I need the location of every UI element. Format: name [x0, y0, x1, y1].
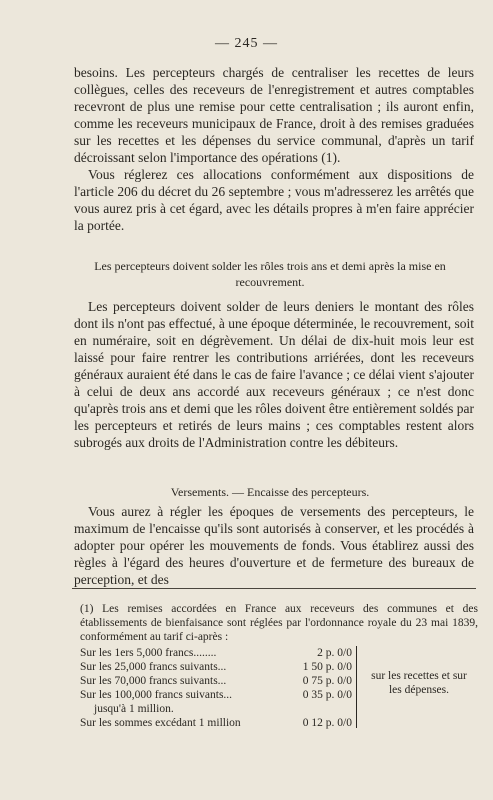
- paragraph: Vous réglerez ces allocations conformément aux dispositions de l'article 206 du décret du 26 septembre ; vous m'adresserez les arrêtés que vous aurez pris à cet égard, avec les détails propres à m'en faire apprécier la portée.: [74, 167, 474, 233]
- rate-label: Sur les sommes excédant 1 million: [80, 717, 241, 729]
- footnote-text: (1) Les remises accordées en France aux receveurs des communes et des établissements de bienfaisance sont réglées par l'ordonnance royale du 23 mai 1839, conformément au tarif ci-après :: [80, 603, 478, 643]
- rate-amount: 2 p. 0/0: [317, 647, 352, 659]
- rate-label: Sur les 25,000 francs suivants...: [80, 661, 227, 673]
- rate-label: jusqu'à 1 million.: [94, 703, 174, 715]
- paragraph: Les percepteurs doivent solder de leurs deniers le montant des rôles dont ils n'ont pas effectué, à une époque déterminée, le recouvrement, soit en numéraire, soit en dégrèvement. Un délai de dix-huit mois leur est laissé pour faire rentrer les contributions arriérées, dont les receveurs généraux auraient été dans le cas de faire l'avance ; ce délai vient s'ajouter à celui de deux ans accordé aux receveurs généraux ; ce n'est donc qu'après trois ans et demi que les rôles doivent être entièrement soldés par les percepteurs et retirés de leurs mains ; ces comptables restent alors subrogés aux droits de l'Administration contre les débiteurs.: [74, 299, 474, 450]
- rate-amount: 0 12 p. 0/0: [302, 717, 352, 729]
- rate-amount: 0 75 p. 0/0: [302, 675, 352, 687]
- rate-label: Sur les 100,000 francs suivants...: [80, 689, 233, 701]
- curly-brace: [356, 646, 363, 728]
- body-section-top: [74, 64, 474, 234]
- paragraph: Vous aurez à régler les époques de versements des percepteurs, le maximum de l'encaisse qu'ils sont autorisés à conserver, et les procédés à adopter pour opérer les mouvements de fonds. Vous établirez aussi des règles à l'égard des heures d'ouverture et de fermeture des bureaux de perception, et des: [74, 504, 474, 587]
- rate-row: [80, 702, 478, 716]
- rate-row: [80, 716, 478, 730]
- page-number: — 245 —: [215, 36, 278, 51]
- body-section-middle: [74, 298, 474, 451]
- section-heading: Les percepteurs doivent solder les rôles trois ans et demi après la mise en recouvrement.: [94, 259, 446, 289]
- rate-label: Sur les 70,000 francs suivants...: [80, 675, 227, 687]
- rate-amount: 1 50 p. 0/0: [302, 661, 352, 673]
- rate-amount: 0 35 p. 0/0: [302, 689, 352, 701]
- brace-note: sur les recettes et sur les dépenses.: [371, 670, 467, 696]
- paragraph: besoins. Les percepteurs chargés de centraliser les recettes de leurs collègues, celles des receveurs de l'enregistrement et autres comptables recevront de plus une remise pour cette centralisation ; ils auront enfin, comme les receveurs municipaux de France, droit à des remises graduées sur les recettes et les dépenses du service communal, d'après un tarif décroissant selon l'importance des opérations (1).: [74, 65, 474, 165]
- footnote-rate-table: [80, 646, 478, 730]
- body-section-bottom: [74, 503, 474, 588]
- section-heading: Versements. — Encaisse des percepteurs.: [170, 485, 370, 499]
- footnote-divider: [72, 588, 476, 589]
- rate-row: [80, 646, 478, 660]
- rate-label: Sur les 1ers 5,000 francs........: [80, 647, 217, 659]
